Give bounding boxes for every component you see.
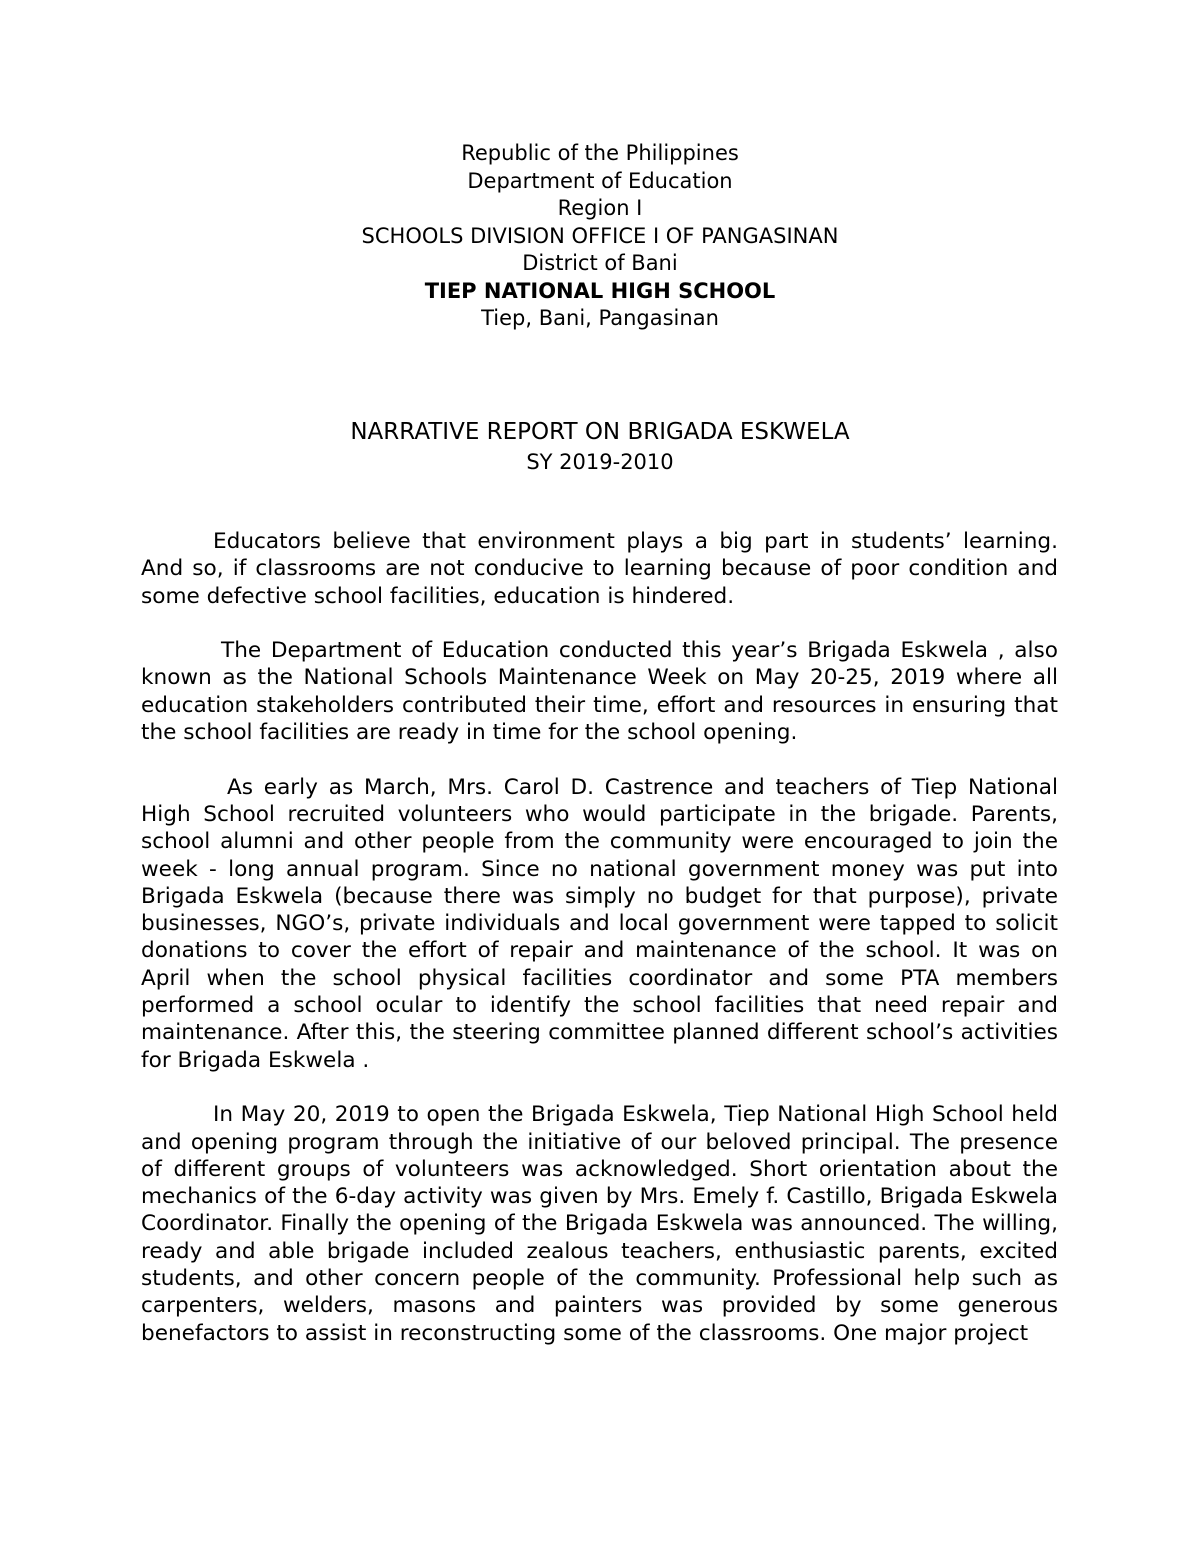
header-district: District of Bani (522, 251, 678, 275)
header-region: Region I (557, 196, 643, 220)
header-department: Department of Education (467, 168, 733, 193)
paragraph-3: As early as March, Mrs. Carol D. Castrence and teachers of Tiep National High School recruited volunteers who would participate in the brigade. Parents, school alumni and other people from the community were encouraged to join the week - long annual program. Since no national government money was put into Brigada Eskwela (because there was simply no budget for that purpose), private businesses, NGO’s, private individuals and local government were tapped to solicit donations to cover the effort of repair and maintenance of the school. It was on April when the school physical facilities coordinator and some PTA members performed a school ocular to identify the school facilities that need repair and maintenance. After this, the steering committee planned different school’s activities for Brigada Eskwela . (141, 774, 1058, 1073)
paragraph-4: In May 20, 2019 to open the Brigada Eskwela, Tiep National High School held and opening program through the initiative of our beloved principal. The presence of different groups of volunteers was acknowledged. Short orientation about the mechanics of the 6-day activity was given by Mrs. Emely f. Castillo, Brigada Eskwela Coordinator. Finally the opening of the Brigada Eskwela was announced. The willing, ready and able brigade included zealous teachers, enthusiastic parents, excited students, and other concern people of the community. Professional help such as carpenters, welders, masons and painters was provided by some generous benefactors to assist in reconstructing some of the classrooms. One major project (141, 1102, 1058, 1346)
paragraph-2: The Department of Education conducted this year’s Brigada Eskwela , also known as the National Schools Maintenance Week on May 20-25, 2019 where all education stakeholders contributed their time, effort and resources in ensuring that the school facilities are ready in time for the school opening. (141, 638, 1058, 746)
header-division-office: SCHOOLS DIVISION OFFICE I OF PANGASINAN (361, 223, 839, 248)
header-school-name: TIEP NATIONAL HIGH SCHOOL (424, 278, 776, 303)
report-title: NARRATIVE REPORT ON BRIGADA ESKWELA (350, 419, 850, 445)
report-school-year: SY 2019-2010 (526, 450, 674, 474)
paragraph-1: Educators believe that environment plays a big part in students’ learning. And so, if classrooms are not conducive to learning because of poor condition and some defective school facilities, education is hindered. (141, 529, 1058, 609)
header-republic: Republic of the Philippines (461, 141, 739, 165)
header-school-address: Tiep, Bani, Pangasinan (481, 306, 719, 330)
letterhead (0, 140, 1200, 333)
report-body (141, 528, 1058, 1374)
